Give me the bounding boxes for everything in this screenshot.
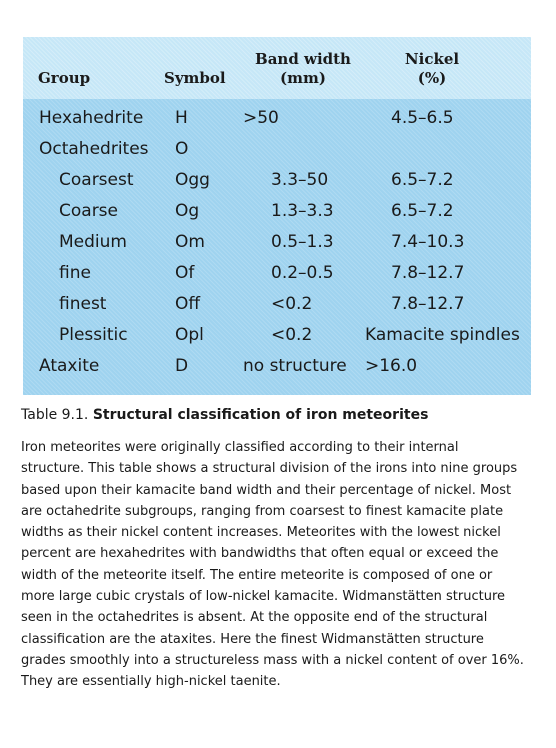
body-line: They are essentially high-nickel taenite. xyxy=(21,674,281,690)
cell-group: Ataxite xyxy=(39,356,100,376)
table-row xyxy=(23,320,531,351)
cell-band-width: 3.3–50 xyxy=(271,170,329,190)
body-line: width of the meteorite itself. The entire meteorite is composed of one or xyxy=(21,567,493,583)
cell-band-width: <0.2 xyxy=(271,325,313,345)
header-group-label: Group xyxy=(38,69,91,87)
cell-group: Coarse xyxy=(59,201,118,221)
header-nickel-label: Nickel xyxy=(404,50,460,68)
table-row xyxy=(23,196,531,227)
table-row xyxy=(23,103,531,134)
body-line: based upon their kamacite band width and their percentage of nickel. Most xyxy=(21,482,512,498)
cell-nickel: Kamacite spindles xyxy=(365,325,520,345)
table-row xyxy=(23,227,531,258)
table-row xyxy=(23,351,531,382)
body-line: more large cubic crystals of low-nickel kamacite. Widmanstätten structure xyxy=(21,589,506,605)
cell-group: Coarsest xyxy=(59,170,134,190)
header-band-width-label: Band width xyxy=(255,50,351,68)
body-line: are octahedrite subgroups, ranging from coarsest to finest kamacite plate xyxy=(21,503,504,519)
body-line: percent are hexahedrites with bandwidths that often equal or exceed the xyxy=(21,546,499,562)
table-body xyxy=(23,103,531,382)
body-line: structure. This table shows a structural division of the irons into nine groups xyxy=(21,461,518,477)
cell-symbol: Off xyxy=(175,294,201,314)
header-nickel-unit: (%) xyxy=(417,69,447,87)
header-band-width-unit: (mm) xyxy=(280,69,326,87)
cell-group: Medium xyxy=(59,232,127,252)
cell-nickel: 7.8–12.7 xyxy=(391,263,465,283)
cell-band-width: 0.5–1.3 xyxy=(271,232,334,252)
cell-band-width: 1.3–3.3 xyxy=(271,201,334,221)
cell-nickel: >16.0 xyxy=(365,356,418,376)
body-line: widths as their nickel content increases. Meteorites with the lowest nickel xyxy=(21,525,501,541)
table-row xyxy=(23,289,531,320)
cell-band-width: no structure xyxy=(243,356,347,376)
cell-group: Octahedrites xyxy=(39,139,149,159)
cell-group: fine xyxy=(59,263,91,283)
table-row xyxy=(23,258,531,289)
body-line: seen in the octahedrites is absent. At the opposite end of the structural xyxy=(21,610,488,626)
table-caption xyxy=(21,406,536,425)
cell-symbol: Om xyxy=(175,232,205,252)
cell-nickel: 7.4–10.3 xyxy=(391,232,465,252)
body-line: Iron meteorites were originally classified according to their internal xyxy=(21,440,459,455)
cell-symbol: D xyxy=(175,356,189,376)
caption-title: Structural classification of iron meteorites xyxy=(92,407,429,423)
table-header-row xyxy=(23,37,531,99)
body-line: grades smoothly into a structureless mass with a nickel content of over 16%. xyxy=(21,652,524,668)
cell-nickel: 7.8–12.7 xyxy=(391,294,465,314)
cell-nickel: 4.5–6.5 xyxy=(391,108,454,128)
header-group xyxy=(38,69,90,88)
caption-label: Table 9.1. xyxy=(21,407,89,423)
body-paragraph xyxy=(21,437,541,693)
cell-symbol: Ogg xyxy=(175,170,210,190)
classification-table xyxy=(23,37,531,395)
cell-symbol: O xyxy=(175,139,189,159)
cell-band-width: <0.2 xyxy=(271,294,313,314)
cell-symbol: Opl xyxy=(175,325,204,345)
cell-band-width: >50 xyxy=(243,108,279,128)
header-nickel xyxy=(372,50,492,88)
cell-group: finest xyxy=(59,294,107,314)
cell-symbol: Og xyxy=(175,201,200,221)
header-symbol-label: Symbol xyxy=(164,69,226,87)
header-symbol xyxy=(164,69,226,88)
cell-group: Plessitic xyxy=(59,325,128,345)
cell-group: Hexahedrite xyxy=(39,108,144,128)
cell-band-width: 0.2–0.5 xyxy=(271,263,334,283)
cell-symbol: H xyxy=(175,108,188,128)
table-row xyxy=(23,165,531,196)
cell-nickel: 6.5–7.2 xyxy=(391,170,454,190)
cell-nickel: 6.5–7.2 xyxy=(391,201,454,221)
header-band-width xyxy=(243,50,363,88)
cell-symbol: Of xyxy=(175,263,195,283)
body-line: classification are the ataxites. Here the finest Widmanstätten structure xyxy=(21,631,484,647)
table-row xyxy=(23,134,531,165)
